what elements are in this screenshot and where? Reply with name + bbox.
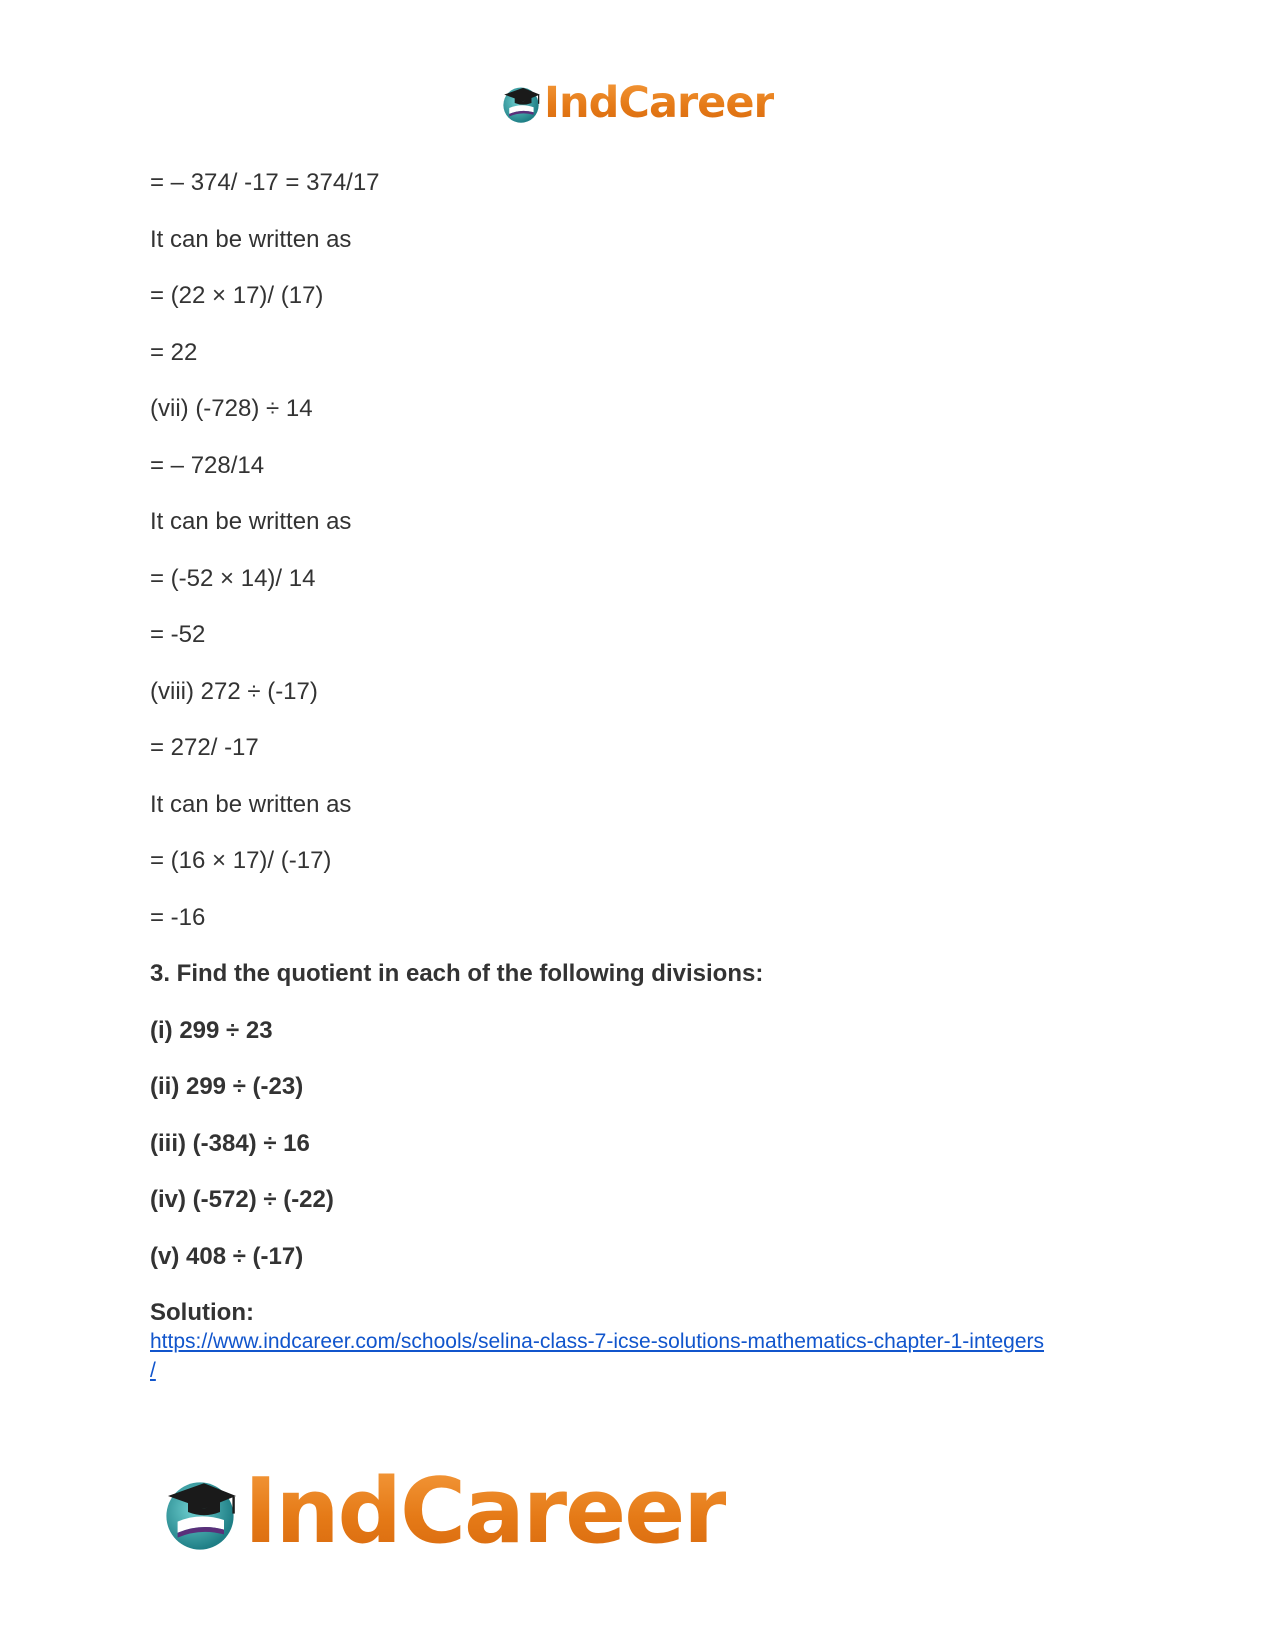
question-part: (v) 408 ÷ (-17) <box>150 1243 304 1270</box>
footer-logo <box>160 1459 726 1564</box>
text-line: = -52 <box>150 621 206 648</box>
question-heading: 3. Find the quotient in each of the following divisions: <box>150 960 764 987</box>
graduation-globe-icon <box>500 82 542 124</box>
solution-label: Solution: <box>150 1299 254 1326</box>
text-line: It can be written as <box>150 226 352 253</box>
question-part: (iii) (-384) ÷ 16 <box>150 1130 310 1157</box>
text-line: = -16 <box>150 904 206 931</box>
question-part: (i) 299 ÷ 23 <box>150 1017 273 1044</box>
text-line: It can be written as <box>150 791 352 818</box>
text-line: = (-52 × 14)/ 14 <box>150 565 316 592</box>
text-line: (viii) 272 ÷ (-17) <box>150 678 318 705</box>
text-line: = – 374/ -17 = 374/17 <box>150 169 380 196</box>
text-line: = (22 × 17)/ (17) <box>150 282 324 309</box>
header-logo <box>500 78 774 128</box>
text-line: = 22 <box>150 339 198 366</box>
question-part: (iv) (-572) ÷ (-22) <box>150 1186 334 1213</box>
text-line: = 272/ -17 <box>150 734 259 761</box>
text-line: (vii) (-728) ÷ 14 <box>150 395 313 422</box>
solution-link-continuation[interactable]: / <box>150 1359 156 1382</box>
solution-link[interactable]: https://www.indcareer.com/schools/selina-class-7-icse-solutions-mathematics-chapter-1-integers <box>150 1330 1045 1353</box>
question-part: (ii) 299 ÷ (-23) <box>150 1073 304 1100</box>
logo-wordmark: IndCareer <box>544 78 774 128</box>
logo-wordmark: IndCareer <box>244 1459 726 1564</box>
text-line: It can be written as <box>150 508 352 535</box>
text-line: = – 728/14 <box>150 452 265 479</box>
graduation-globe-icon <box>160 1472 240 1552</box>
text-line: = (16 × 17)/ (-17) <box>150 847 332 874</box>
